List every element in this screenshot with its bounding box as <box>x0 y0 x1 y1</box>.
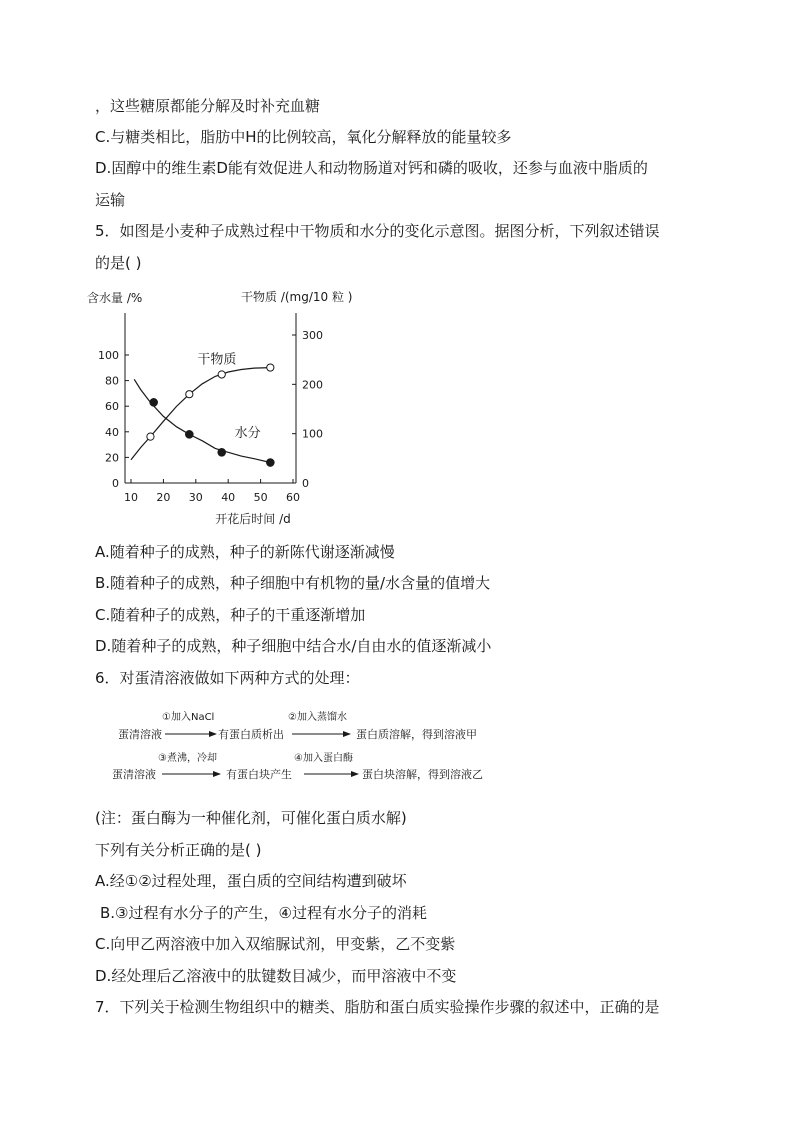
left-tick-label: 100 <box>98 349 119 362</box>
flow1-step2-label: ②加入蒸馏水 <box>288 712 347 723</box>
series-label-水分: 水分 <box>234 425 261 441</box>
flow2-step2-label: ④加入蛋白酶 <box>294 753 353 764</box>
data-point-水分 <box>150 399 158 407</box>
q6-option-a: A.经①②过程处理，蛋白质的空间结构遭到破坏 <box>95 872 407 890</box>
chart-series <box>131 352 274 467</box>
left-tick-label: 20 <box>105 451 119 465</box>
option-d-text: D.固醇中的维生素D能有效促进人和动物肠道对钙和磷的吸收，还参与血液中脂质的 <box>95 159 648 177</box>
q6-option-d: D.经处理后乙溶液中的肽键数目减少，而甲溶液中不变 <box>95 967 457 985</box>
data-point-水分 <box>267 459 275 467</box>
left-tick-label: 0 <box>112 477 119 490</box>
data-point-干物质 <box>267 364 274 371</box>
q5-option-d: D.随着种子的成熟，种子细胞中结合水/自由水的值逐渐减小 <box>95 637 492 655</box>
x-tick-label: 50 <box>253 491 268 504</box>
left-axis-label: 含水量 /% <box>87 291 143 305</box>
question-5-stem: 5．如图是小麦种子成熟过程中干物质和水分的变化示意图。据图分析，下列叙述错误 <box>95 222 660 240</box>
q6-option-c: C.向甲乙两溶液中加入双缩脲试剂，甲变紫，乙不变紫 <box>95 935 456 953</box>
flow1-mid: 有蛋白质析出 <box>218 728 284 741</box>
question-6-ask: 下列有关分析正确的是( ) <box>95 841 262 859</box>
left-tick-label: 60 <box>105 400 119 414</box>
option-c-text: C.与糖类相比，脂肪中H的比例较高，氧化分解释放的能量较多 <box>95 128 512 146</box>
question-6-stem: 6．对蛋清溶液做如下两种方式的处理： <box>95 669 360 687</box>
data-point-干物质 <box>186 391 193 398</box>
flow2-step1-label: ③煮沸，冷却 <box>158 753 217 764</box>
question-6-note: (注：蛋白酶为一种催化剂，可催化蛋白质水解) <box>95 809 407 827</box>
right-tick-label: 300 <box>302 329 323 342</box>
flow2-end: 蛋白块溶解，得到溶液乙 <box>362 768 483 781</box>
question-5-stem-cont: 的是( ) <box>95 254 142 272</box>
seed-maturation-chart <box>85 283 385 533</box>
x-tick-label: 60 <box>286 491 300 504</box>
flow1-start: 蛋清溶液 <box>118 728 162 741</box>
x-axis-label: 开花后时间 /d <box>215 512 291 526</box>
right-tick-label: 0 <box>302 477 309 490</box>
egg-white-process-diagram <box>110 705 510 787</box>
right-tick-label: 100 <box>302 427 323 441</box>
question-7-stem: 7．下列关于检测生物组织中的糖类、脂肪和蛋白质实验操作步骤的叙述中，正确的是 <box>95 998 660 1016</box>
data-point-水分 <box>218 448 226 456</box>
q5-option-b: B.随着种子的成熟，种子细胞中有机物的量/水含量的值增大 <box>95 574 491 592</box>
flow2-mid: 有蛋白块产生 <box>226 768 292 781</box>
x-tick-label: 40 <box>221 491 236 504</box>
data-point-水分 <box>186 431 194 439</box>
flow2-start: 蛋清溶液 <box>112 768 156 781</box>
flow1-step1-label: ①加入NaCl <box>162 712 215 723</box>
data-point-干物质 <box>218 371 225 378</box>
q5-option-c: C.随着种子的成熟，种子的干重逐渐增加 <box>95 606 366 624</box>
series-line-水分 <box>134 379 270 462</box>
left-tick-label: 40 <box>105 425 119 439</box>
left-tick-label: 80 <box>105 374 119 388</box>
q6-option-b: B.③过程有水分子的产生，④过程有水分子的消耗 <box>100 904 427 922</box>
right-tick-label: 200 <box>302 378 323 392</box>
data-point-干物质 <box>147 433 154 440</box>
right-axis-label: 干物质 /(mg/10 粒 ) <box>241 290 353 304</box>
x-tick-label: 10 <box>124 491 138 504</box>
option-d-continuation: 运输 <box>95 191 126 209</box>
series-label-干物质: 干物质 <box>197 352 237 368</box>
series-line-干物质 <box>131 368 270 460</box>
option-b-continuation: ，这些糖原都能分解及时补充血糖 <box>95 97 321 115</box>
flow1-end: 蛋白质溶解，得到溶液甲 <box>356 728 477 741</box>
x-tick-label: 30 <box>188 491 203 504</box>
q5-option-a: A.随着种子的成熟，种子的新陈代谢逐渐减慢 <box>95 543 395 561</box>
chart-axes <box>87 289 352 526</box>
x-tick-label: 20 <box>156 491 171 504</box>
